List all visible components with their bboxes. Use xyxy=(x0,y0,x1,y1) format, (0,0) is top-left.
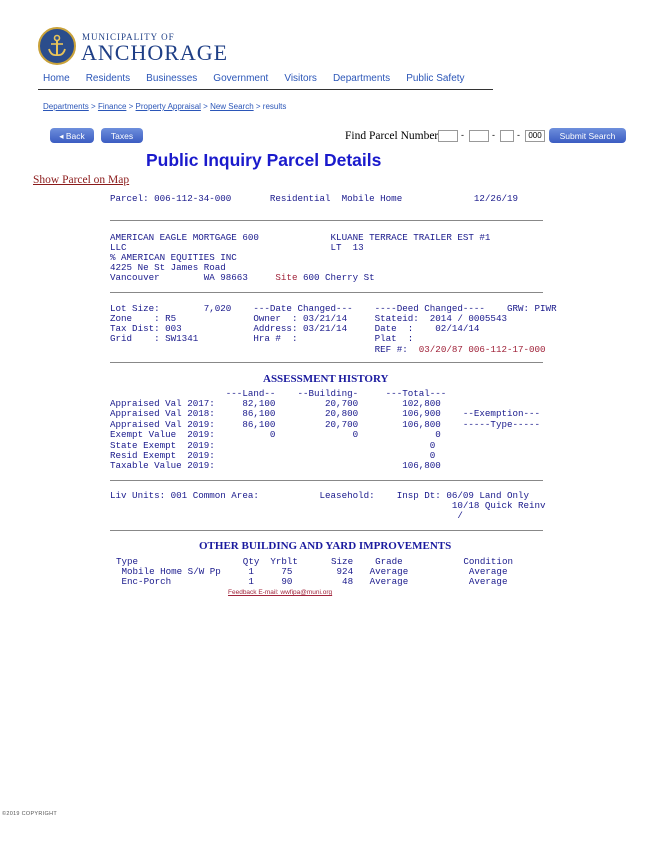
main-nav xyxy=(43,73,481,84)
nav-home[interactable]: Home xyxy=(43,73,70,84)
details-line-1: Lot Size: 7,020 ---Date Changed--- ----Deed Changed---- GRW: PIWR xyxy=(110,303,557,314)
details-line-5: REF #: 03/20/87 006-112-17-000 xyxy=(110,344,546,355)
brand-title: ANCHORAGE xyxy=(81,40,229,65)
details-line-4: Grid : SW1341 Hra # : Plat : xyxy=(110,333,414,344)
improvements-row: Enc-Porch 1 90 48 Average Average xyxy=(116,576,508,587)
assessment-row: Exempt Value 2019: 0 0 0 xyxy=(110,429,441,440)
feedback-email-link[interactable]: Feedback E-mail: wwfipa@muni.org xyxy=(228,589,333,596)
taxes-button[interactable]: Taxes xyxy=(101,128,143,143)
municipality-seal-logo[interactable] xyxy=(38,27,76,65)
owner-line-1: AMERICAN EAGLE MORTGAGE 600 KLUANE TERRACE TRAILER EST #1 xyxy=(110,232,491,243)
improvements-header-row: Type Qty Yrblt Size Grade Condition xyxy=(116,556,513,567)
parcel-input-4[interactable]: 000 xyxy=(525,130,545,142)
ref-value: 03/20/87 006-112-17-000 xyxy=(418,344,546,355)
site-address: 600 Cherry St xyxy=(297,272,375,283)
breadcrumb-finance[interactable]: Finance xyxy=(97,102,127,111)
assessment-history-title: ASSESSMENT HISTORY xyxy=(263,373,389,385)
breadcrumb-departments[interactable]: Departments xyxy=(43,102,89,111)
misc-line-3: / xyxy=(110,510,463,521)
submit-search-button[interactable]: Submit Search xyxy=(549,128,626,143)
divider xyxy=(110,362,543,363)
divider xyxy=(110,220,543,221)
improvements-title: OTHER BUILDING AND YARD IMPROVEMENTS xyxy=(199,540,452,552)
site-label: Site xyxy=(275,272,298,283)
nav-departments[interactable]: Departments xyxy=(332,73,391,84)
copyright-notice: ©2019 COPYRIGHT xyxy=(2,811,58,817)
anchor-icon xyxy=(46,34,68,58)
back-button[interactable]: ◂ Back xyxy=(50,128,94,143)
find-parcel-label: Find Parcel Number xyxy=(345,130,439,142)
nav-public-safety[interactable]: Public Safety xyxy=(406,73,465,84)
divider xyxy=(110,530,543,531)
nav-businesses[interactable]: Businesses xyxy=(146,73,198,84)
assessment-row: State Exempt 2019: 0 xyxy=(110,440,436,451)
assessment-header-row: ---Land-- --Building- ---Total--- xyxy=(110,388,447,399)
divider xyxy=(110,292,543,293)
owner-line-3: % AMERICAN EQUITIES INC xyxy=(110,252,237,263)
divider xyxy=(110,480,543,481)
owner-line-2: LLC LT 13 xyxy=(110,242,364,253)
breadcrumb-new-search[interactable]: New Search xyxy=(210,102,254,111)
breadcrumb-current: results xyxy=(262,102,287,111)
page-title: Public Inquiry Parcel Details xyxy=(146,150,382,170)
parcel-input-2[interactable] xyxy=(469,130,489,142)
brand-subtitle: MUNICIPALITY OF xyxy=(82,32,175,42)
breadcrumb: Departments > Finance > Property Appraisal > New Search > results xyxy=(43,102,287,111)
details-line-3: Tax Dist: 003 Address: 03/21/14 Date : 02/14/14 xyxy=(110,323,480,334)
misc-line-2: 10/18 Quick Reinv xyxy=(110,500,546,511)
breadcrumb-property-appraisal[interactable]: Property Appraisal xyxy=(135,102,201,111)
nav-visitors[interactable]: Visitors xyxy=(284,73,317,84)
owner-line-5: Vancouver WA 98663 Site 600 Cherry St xyxy=(110,272,375,283)
assessment-row: Appraised Val 2019: 86,100 20,700 106,800 -----Type----- xyxy=(110,419,541,430)
parcel-input-3[interactable] xyxy=(500,130,514,142)
details-line-2: Zone : R5 Owner : 03/21/14 Stateid: 2014 / 0005543 xyxy=(110,313,507,324)
assessment-row: Taxable Value 2019: 106,800 xyxy=(110,460,441,471)
misc-line-1: Liv Units: 001 Common Area: Leasehold: Insp Dt: 06/09 Land Only xyxy=(110,490,530,501)
show-parcel-on-map-link[interactable]: Show Parcel on Map xyxy=(33,174,130,186)
nav-divider xyxy=(38,89,493,90)
assessment-row: Appraised Val 2017: 82,100 20,700 102,800 xyxy=(110,398,441,409)
assessment-row: Appraised Val 2018: 86,100 20,800 106,900 --Exemption--- xyxy=(110,408,541,419)
nav-residents[interactable]: Residents xyxy=(85,73,131,84)
parcel-summary-line: Parcel: 006-112-34-000 Residential Mobile Home 12/26/19 xyxy=(110,193,518,204)
parcel-input-1[interactable] xyxy=(438,130,458,142)
improvements-row: Mobile Home S/W Pp 1 75 924 Average Average xyxy=(116,566,508,577)
nav-government[interactable]: Government xyxy=(213,73,269,84)
assessment-row: Resid Exempt 2019: 0 xyxy=(110,450,436,461)
owner-line-4: 4225 Ne St James Road xyxy=(110,262,226,273)
